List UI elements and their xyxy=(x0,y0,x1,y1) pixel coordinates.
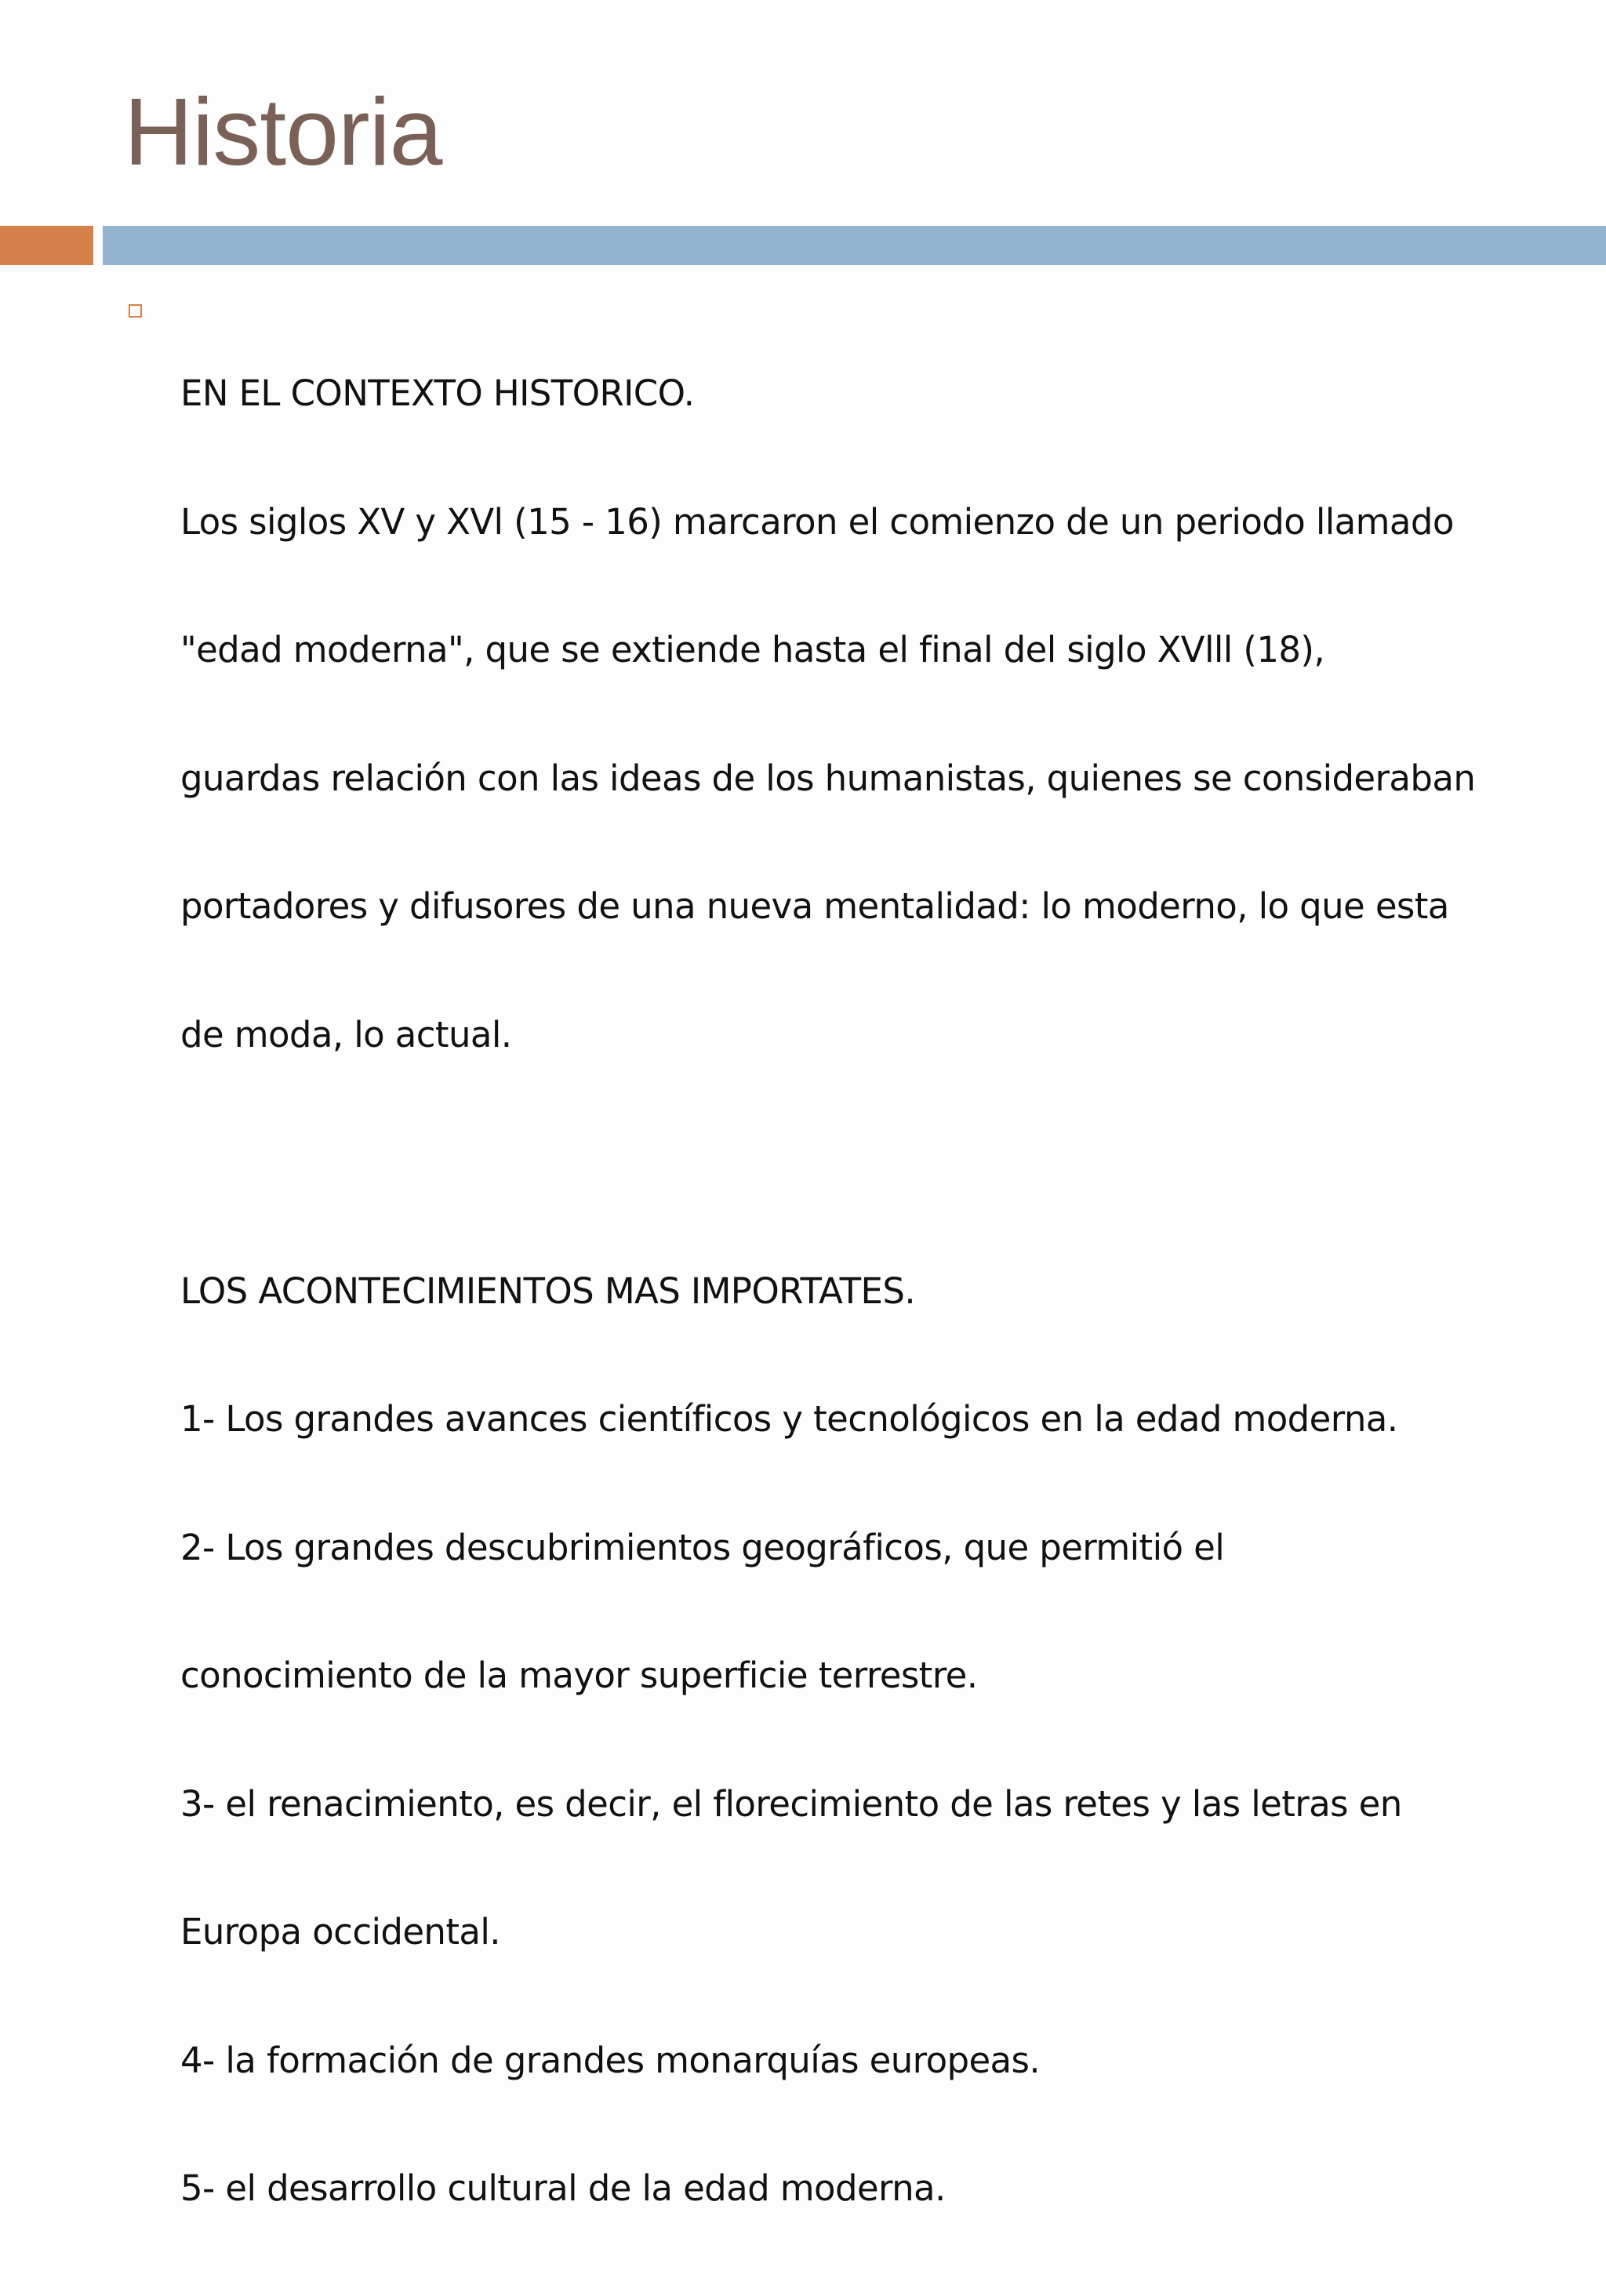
hollow-square-bullet-icon xyxy=(129,304,142,318)
list-item: 2- Los grandes descubrimientos geográficos, que permitió el xyxy=(180,1526,1225,1568)
list-item: 1- Los grandes avances científicos y tecnológicos en la edad moderna. xyxy=(180,1398,1398,1440)
bullet-text xyxy=(180,287,1576,2296)
text-line: Los siglos XV y XVl (15 - 16) marcaron el comienzo de un periodo llamado xyxy=(180,500,1454,543)
list-item-continuation: conocimiento de la mayor superficie terrestre. xyxy=(180,1655,978,1696)
header-divider-bar xyxy=(103,226,1606,265)
text-line: portadores y difusores de una nueva mentalidad: lo moderno, lo que esta xyxy=(180,885,1449,927)
text-line: guardas relación con las ideas de los humanistas, quienes se consideraban xyxy=(180,757,1476,799)
blank-line xyxy=(180,1142,1576,1185)
text-line: de moda, lo actual. xyxy=(180,1013,512,1055)
list-item: 4- la formación de grandes monarquías europeas. xyxy=(180,2039,1041,2081)
list-item: 3- el renacimiento, es decir, el florecimiento de las retes y las letras en xyxy=(180,1782,1402,1825)
list-item-continuation: Europa occidental. xyxy=(180,1911,500,1953)
accent-bar xyxy=(0,226,93,265)
list-item: 5- el desarrollo cultural de la edad moderna. xyxy=(180,2167,946,2209)
slide-title: Historia xyxy=(124,78,442,185)
text-line: EN EL CONTEXTO HISTORICO. xyxy=(180,372,695,414)
section-heading: LOS ACONTECIMIENTOS MAS IMPORTATES. xyxy=(180,1270,916,1312)
text-line: "edad moderna", que se extiende hasta el final del siglo XVlll (18), xyxy=(180,629,1325,670)
